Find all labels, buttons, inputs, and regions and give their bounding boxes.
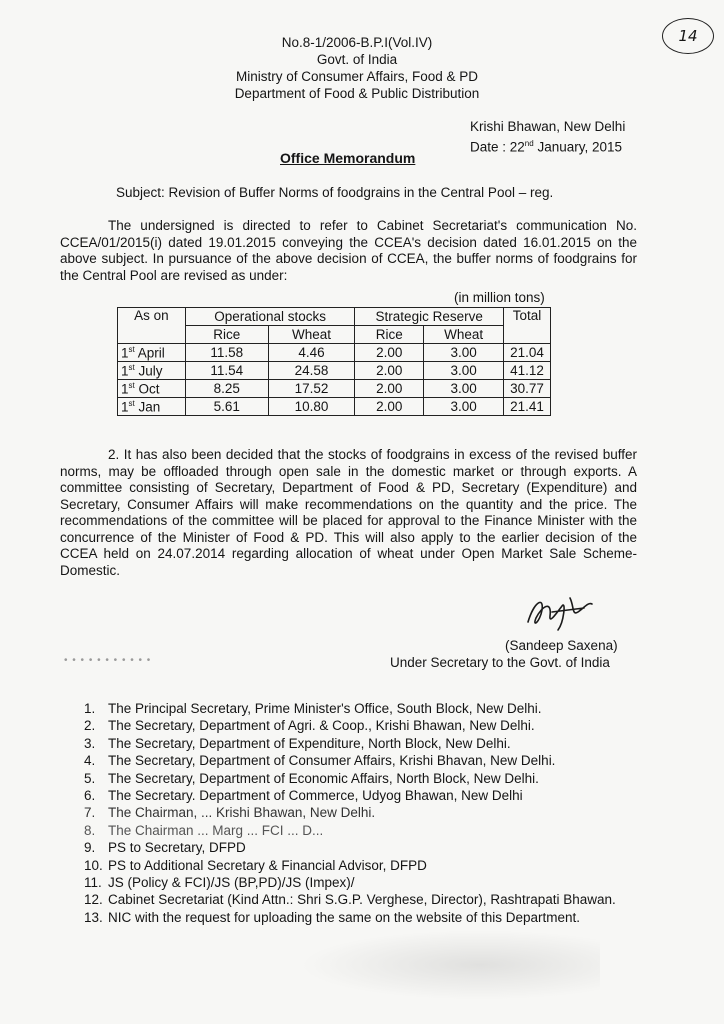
- col-sr-rice: Rice: [355, 326, 424, 344]
- total-cell: 41.12: [504, 362, 551, 380]
- place-date-block: [470, 118, 625, 156]
- date-rest: January, 2015: [533, 139, 623, 155]
- op-wheat-cell: 24.58: [268, 362, 355, 380]
- list-item: 3. The Secretary, Department of Expenditure, North Block, New Delhi.: [84, 735, 511, 751]
- col-sr-wheat: Wheat: [424, 326, 504, 344]
- date-suffix: nd: [524, 139, 534, 148]
- table-row: [118, 362, 551, 380]
- sr-wheat-cell: 3.00: [424, 380, 504, 398]
- op-rice-cell: 11.54: [185, 362, 268, 380]
- list-item: 10. PS to Additional Secretary & Financial Advisor, DFPD: [84, 857, 427, 873]
- memo-title: Office Memorandum: [280, 150, 416, 166]
- col-operational-stocks: Operational stocks: [185, 308, 355, 326]
- op-rice-cell: 11.58: [185, 344, 268, 362]
- list-item: 13. NIC with the request for uploading the same on the website of this Department.: [84, 909, 581, 925]
- ministry-line: Ministry of Consumer Affairs, Food & PD: [235, 69, 479, 84]
- file-number: No.8-1/2006-B.P.I(Vol.IV): [281, 35, 433, 50]
- sr-rice-cell: 2.00: [355, 380, 424, 398]
- as-on-cell: 1st Oct: [118, 380, 186, 398]
- sr-rice-cell: 2.00: [355, 344, 424, 362]
- date-day: Date : 22: [470, 139, 525, 155]
- table-row: [118, 344, 551, 362]
- col-as-on: As on: [118, 308, 186, 344]
- col-total: Total: [504, 308, 551, 344]
- as-on-cell: 1st July: [118, 362, 186, 380]
- list-item: 5. The Secretary, Department of Economic Affairs, North Block, New Delhi.: [84, 770, 539, 786]
- list-item: 2. The Secretary, Department of Agri. & Coop., Krishi Bhawan, New Delhi.: [84, 718, 535, 734]
- sr-rice-cell: 2.00: [355, 362, 424, 380]
- op-wheat-cell: 17.52: [268, 380, 355, 398]
- signatory-name: (Sandeep Saxena): [505, 638, 618, 653]
- subject-line: Subject: Revision of Buffer Norms of foodgrains in the Central Pool – reg.: [116, 185, 554, 200]
- col-op-rice: Rice: [185, 326, 268, 344]
- list-item: 6. The Secretary. Department of Commerce, Udyog Bhawan, New Delhi: [84, 788, 523, 804]
- table-row: [118, 398, 551, 416]
- page-number: 14: [662, 18, 714, 54]
- list-item: 7. The Chairman, ... Krishi Bhawan, New Delhi.: [84, 805, 376, 821]
- paragraph-1: The undersigned is directed to refer to Cabinet Secretariat's communication No. CCEA/01/2015(i) dated 19.01.2015 conveying the CCEA's decision dated 16.01.2015 on the above subject. In pursuance of the above decision of CCEA, the buffer norms of foodgrains for the Central Pool are revised as under:: [60, 218, 637, 283]
- op-wheat-cell: 10.80: [268, 398, 355, 416]
- list-item: 12. Cabinet Secretariat (Kind Attn.: Shri S.G.P. Verghese, Director), Rashtrapati Bhawan.: [84, 892, 616, 908]
- op-rice-cell: 8.25: [185, 380, 268, 398]
- as-on-cell: 1st April: [118, 344, 186, 362]
- col-op-wheat: Wheat: [268, 326, 355, 344]
- sr-rice-cell: 2.00: [355, 398, 424, 416]
- sr-wheat-cell: 3.00: [424, 398, 504, 416]
- scan-noise: [300, 930, 600, 1000]
- total-cell: 21.41: [504, 398, 551, 416]
- sr-wheat-cell: 3.00: [424, 344, 504, 362]
- sr-wheat-cell: 3.00: [424, 362, 504, 380]
- letterhead: [212, 34, 502, 102]
- list-item: 9. PS to Secretary, DFPD: [84, 840, 246, 856]
- paragraph-2: 2. It has also been decided that the stocks of foodgrains in excess of the revised buffer norms, may be offloaded through open sale in the domestic market or through exports. A committee consisting of Secretary, Department of Food & PD, Secretary (Expenditure) and Secretary, Consumer Affairs will make recommendations on the quantity and the price. The recommendations of the committee will be placed for approval to the Finance Minister with the concurrence of the Minister of Food & PD. This will also apply to the earlier decision of the CCEA held on 24.07.2014 regarding allocation of wheat under Open Market Sale Scheme-Domestic.: [60, 447, 637, 578]
- op-rice-cell: 5.61: [185, 398, 268, 416]
- as-on-cell: 1st Jan: [118, 398, 186, 416]
- department-line: Department of Food & Public Distribution: [234, 86, 480, 101]
- total-cell: 30.77: [504, 380, 551, 398]
- list-item: 4. The Secretary, Department of Consumer Affairs, Krishi Bhavan, New Delhi.: [84, 753, 556, 769]
- buffer-norms-table: [117, 307, 551, 416]
- recipients-list: [84, 700, 624, 926]
- list-item: 8. The Chairman ... Marg ... FCI ... D...: [84, 822, 324, 838]
- signatory-designation: Under Secretary to the Govt. of India: [390, 655, 610, 670]
- op-wheat-cell: 4.46: [268, 344, 355, 362]
- col-strategic-reserve: Strategic Reserve: [355, 308, 504, 326]
- table-row: [118, 380, 551, 398]
- units-note: (in million tons): [454, 290, 545, 305]
- list-item: 1. The Principal Secretary, Prime Minister's Office, South Block, New Delhi.: [84, 701, 542, 716]
- signature-image: [522, 592, 596, 634]
- list-item: 11. JS (Policy & FCI)/JS (BP,PD)/JS (Impex)/: [84, 875, 355, 891]
- government-line: Govt. of India: [316, 52, 398, 67]
- place: Krishi Bhawan, New Delhi: [470, 119, 626, 134]
- total-cell: 21.04: [504, 344, 551, 362]
- faint-stamp-mark: • • • • • • • • • • •: [64, 655, 152, 666]
- date: [470, 135, 625, 156]
